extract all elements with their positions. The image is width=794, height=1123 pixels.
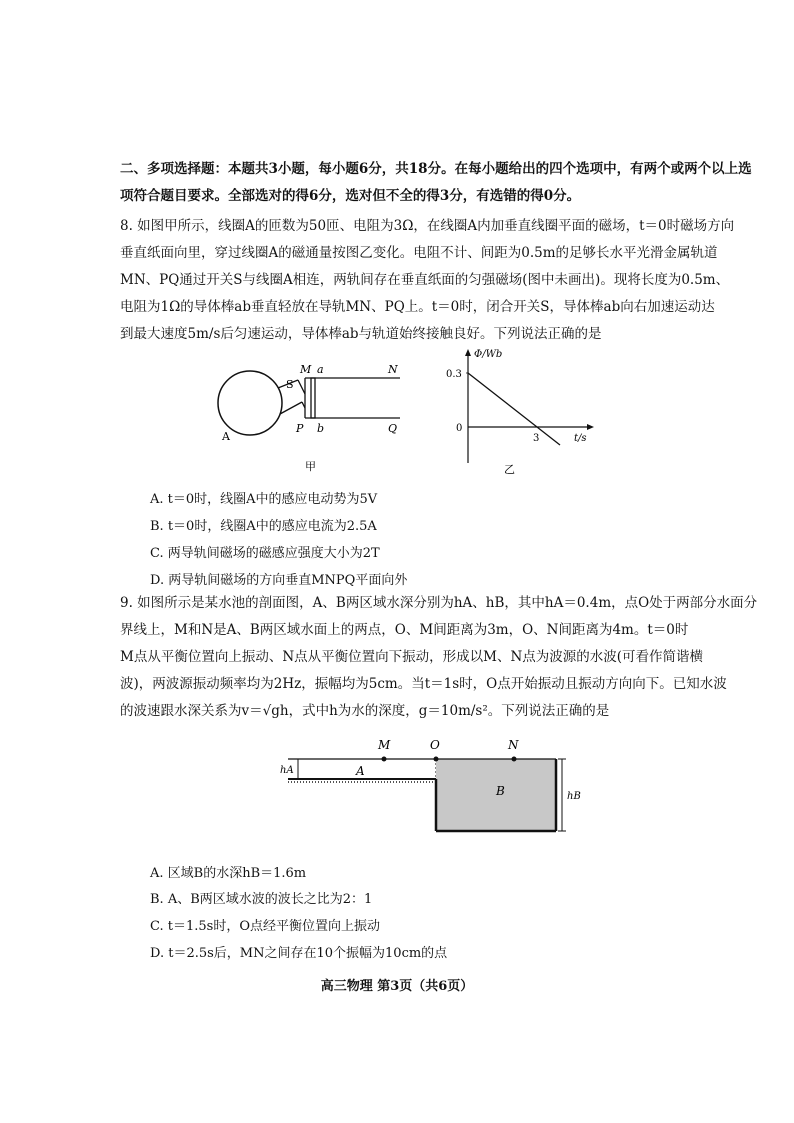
figure-yi-chart [440,345,610,480]
label-N: N [388,363,398,376]
caption-yi: 乙 [504,463,515,476]
q9-stem-line4: 波)，两波源振动频率均为2Hz，振幅均为5cm。当t＝1s时，O点开始振动且振动方向向下。已知水波 [120,676,727,692]
q9-option-a: A. 区域B的水深hB＝1.6m [150,866,307,881]
label-S: S [286,378,294,391]
q9-stem-line3: M点从平衡位置向上振动、N点从平衡位置向下振动，形成以M、N点为波源的水波(可看作简谐横 [120,649,704,665]
q9-option-b: B. A、B两区域水波的波长之比为2：1 [150,892,373,907]
q8-stem-line4: 电阻为1Ω的导体棒ab垂直轻放在导轨MN、PQ上。t＝0时，闭合开关S，导体棒ab向右加速运动达 [120,299,715,315]
q8-option-b: B. t＝0时，线圈A中的感应电流为2.5A [150,519,377,534]
q9-stem-line1: 9. 如图所示是某水池的剖面图，A、B两区域水深分别为hA、hB，其中hA＝0.4m，点O处于两部分水面分 [120,595,758,611]
label-Q: Q [388,422,398,435]
q9-stem-line5: 的波速跟水深关系为v＝√gh，式中h为水的深度，g＝10m/s²。下列说法正确的是 [120,703,610,719]
q8-stem-line1: 8. 如图甲所示，线圈A的匝数为50匝、电阻为3Ω，在线圈A内加垂直线圈平面的磁场，t＝0时磁场方向 [120,218,735,234]
x-tick-label: 3 [533,433,540,444]
x-axis-label: t/s [574,433,587,444]
q8-stem-line3: MN、PQ通过开关S与线圈A相连，两轨间存在垂直纸面的匀强磁场(图中未画出)。现将长度为0.5m、 [120,272,730,288]
q8-stem-line5: 到最大速度5m/s后匀速运动，导体棒ab与轨道始终接触良好。下列说法正确的是 [120,326,602,342]
label-ha: hA [280,765,294,776]
q8-option-a: A. t＝0时，线圈A中的感应电动势为5V [150,492,378,507]
label-hb: hB [567,791,581,802]
y-axis-arrow [465,349,471,356]
point-o [434,757,439,762]
label-a: a [317,363,324,376]
figure-pool [278,735,588,835]
q9-option-c: C. t＝1.5s时，O点经平衡位置向上振动 [150,919,380,934]
section-header-line2: 项符合题目要求。全部选对的得6分，选对但不全的得3分，有选错的得0分。 [120,188,581,204]
label-region-b: B [496,784,505,798]
label-m: M [378,738,391,752]
x-axis-arrow [587,424,594,430]
rod-ab [311,378,315,418]
label-region-a: A [356,764,365,778]
q9-stem-line2: 界线上，M和N是A、B两区域水面上的两点，O、M间距离为3m，O、N间距离为4m。t＝0时 [120,622,689,638]
label-M: M [300,363,312,376]
origin-label: 0 [456,423,463,434]
section-header-line1: 二、多项选择题：本题共3小题，每小题6分，共18分。在每小题给出的四个选项中，有两个或两个以上选 [120,161,752,177]
y-axis-label: Φ/Wb [474,349,503,360]
label-n: N [508,738,519,752]
label-A: A [222,430,230,443]
label-o: O [430,738,440,752]
point-n [512,757,517,762]
coil-a [218,371,282,435]
caption-jia: 甲 [305,460,316,473]
page-footer: 高三物理 第3页（共6页） [320,979,474,994]
flux-line [468,373,560,445]
switch-s [298,380,305,394]
label-b: b [317,422,325,435]
q9-option-d: D. t＝2.5s后，MN之间存在10个振幅为10cm的点 [150,946,448,961]
label-P: P [296,422,304,435]
q8-option-d: D. 两导轨间磁场的方向垂直MNPQ平面向外 [150,573,408,588]
q8-stem-line2: 垂直纸面向里，穿过线圈A的磁通量按图乙变化。电阻不计、间距为0.5m的足够长水平光滑金属轨道 [120,245,718,261]
point-m [382,757,387,762]
y-tick-label: 0.3 [446,369,462,380]
q8-option-c: C. 两导轨间磁场的磁感应强度大小为2T [150,546,380,561]
figure-jia [210,358,420,478]
